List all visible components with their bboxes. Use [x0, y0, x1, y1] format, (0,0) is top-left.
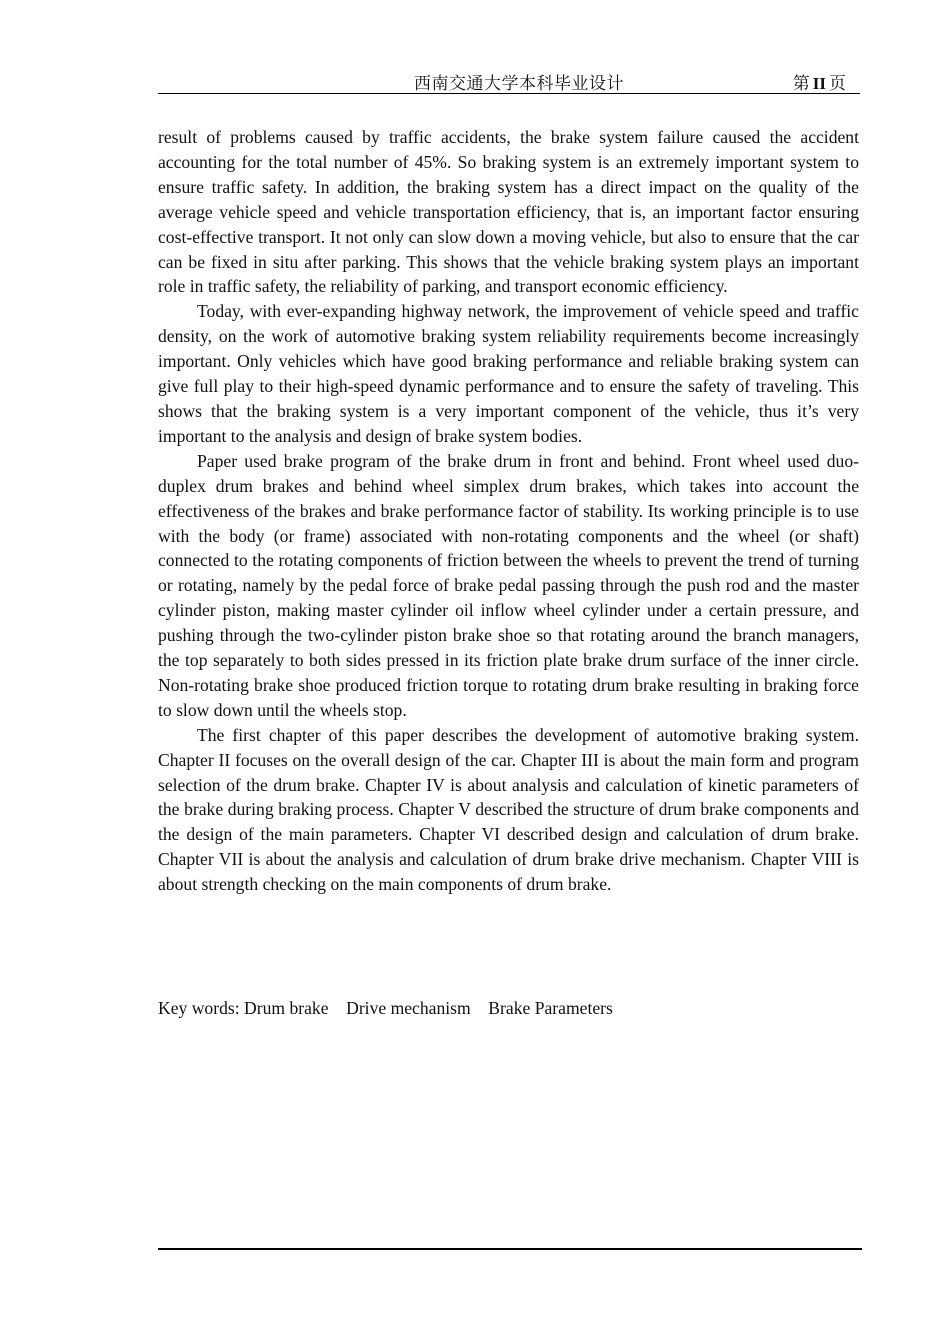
paragraph-4: The first chapter of this paper describes the development of automotive braking system. Chapter II focuses on the overall design of the car. Chapter III is about the main form and program selection of the drum brake. Chapter IV is about analysis and calculation of kinetic parameters of the brake during braking process. Chapter V described the structure of drum brake components and the design of the main parameters. Chapter VI described design and calculation of drum brake. Chapter VII is about the analysis and calculation of drum brake drive mechanism. Chapter VIII is about strength checking on the main components of drum brake. [158, 724, 859, 895]
page-suffix: 页 [829, 74, 846, 94]
paragraph-1: result of problems caused by traffic accidents, the brake system failure caused the accident accounting for the total number of 45%. So braking system is an extremely important system to ensure traffic safety. In addition, the braking system has a direct impact on the quality of the average vehicle speed and vehicle transportation efficiency, that is, an important factor ensuring cost-effective transport. It not only can slow down a moving vehicle, but also to ensure that the car can be fixed in situ after parking. This shows that the vehicle braking system plays an important role in traffic safety, the reliability of parking, and transport economic efficiency. [158, 127, 859, 297]
page-prefix: 第 [792, 74, 810, 94]
abstract-body [158, 125, 859, 897]
header-page-number [793, 69, 846, 94]
page-number: II [812, 74, 826, 93]
paragraph-3: Paper used brake program of the brake drum in front and behind. Front wheel used duo-duplex drum brakes and behind wheel simplex drum brakes, which takes into account the effectiveness of the brakes and brake performance factor of stability. Its working principle is to use with the body (or frame) associated with non-rotating components and the wheel (or shaft) connected to the rotating components of friction between the wheels to prevent the trend of turning or rotating, namely by the pedal force of brake pedal passing through the push rod and the master cylinder piston, making master cylinder oil inflow wheel cylinder under a certain pressure, and pushing through the two-cylinder piston brake shoe so that rotating around the branch managers, the top separately to both sides pressed in its friction plate brake drum surface of the inner circle. Non-rotating brake shoe produced friction torque to rotating drum brake resulting in braking force to slow down until the wheels stop. [158, 450, 859, 720]
keywords: Key words: Drum brake Drive mechanism Brake Parameters [158, 998, 613, 1018]
header-title: 西南交通大学本科毕业设计 [414, 74, 624, 94]
footer-rule [158, 1248, 862, 1250]
paragraph-2: Today, with ever-expanding highway network, the improvement of vehicle speed and traffic density, on the work of automotive braking system reliability requirements become increasingly important. Only vehicles which have good braking performance and reliable braking system can give full play to their high-speed dynamic performance and to ensure the safety of traveling. This shows that the braking system is a very important component of the vehicle, thus it’s very important to the analysis and design of brake system bodies. [158, 301, 859, 446]
page-header [158, 66, 860, 94]
